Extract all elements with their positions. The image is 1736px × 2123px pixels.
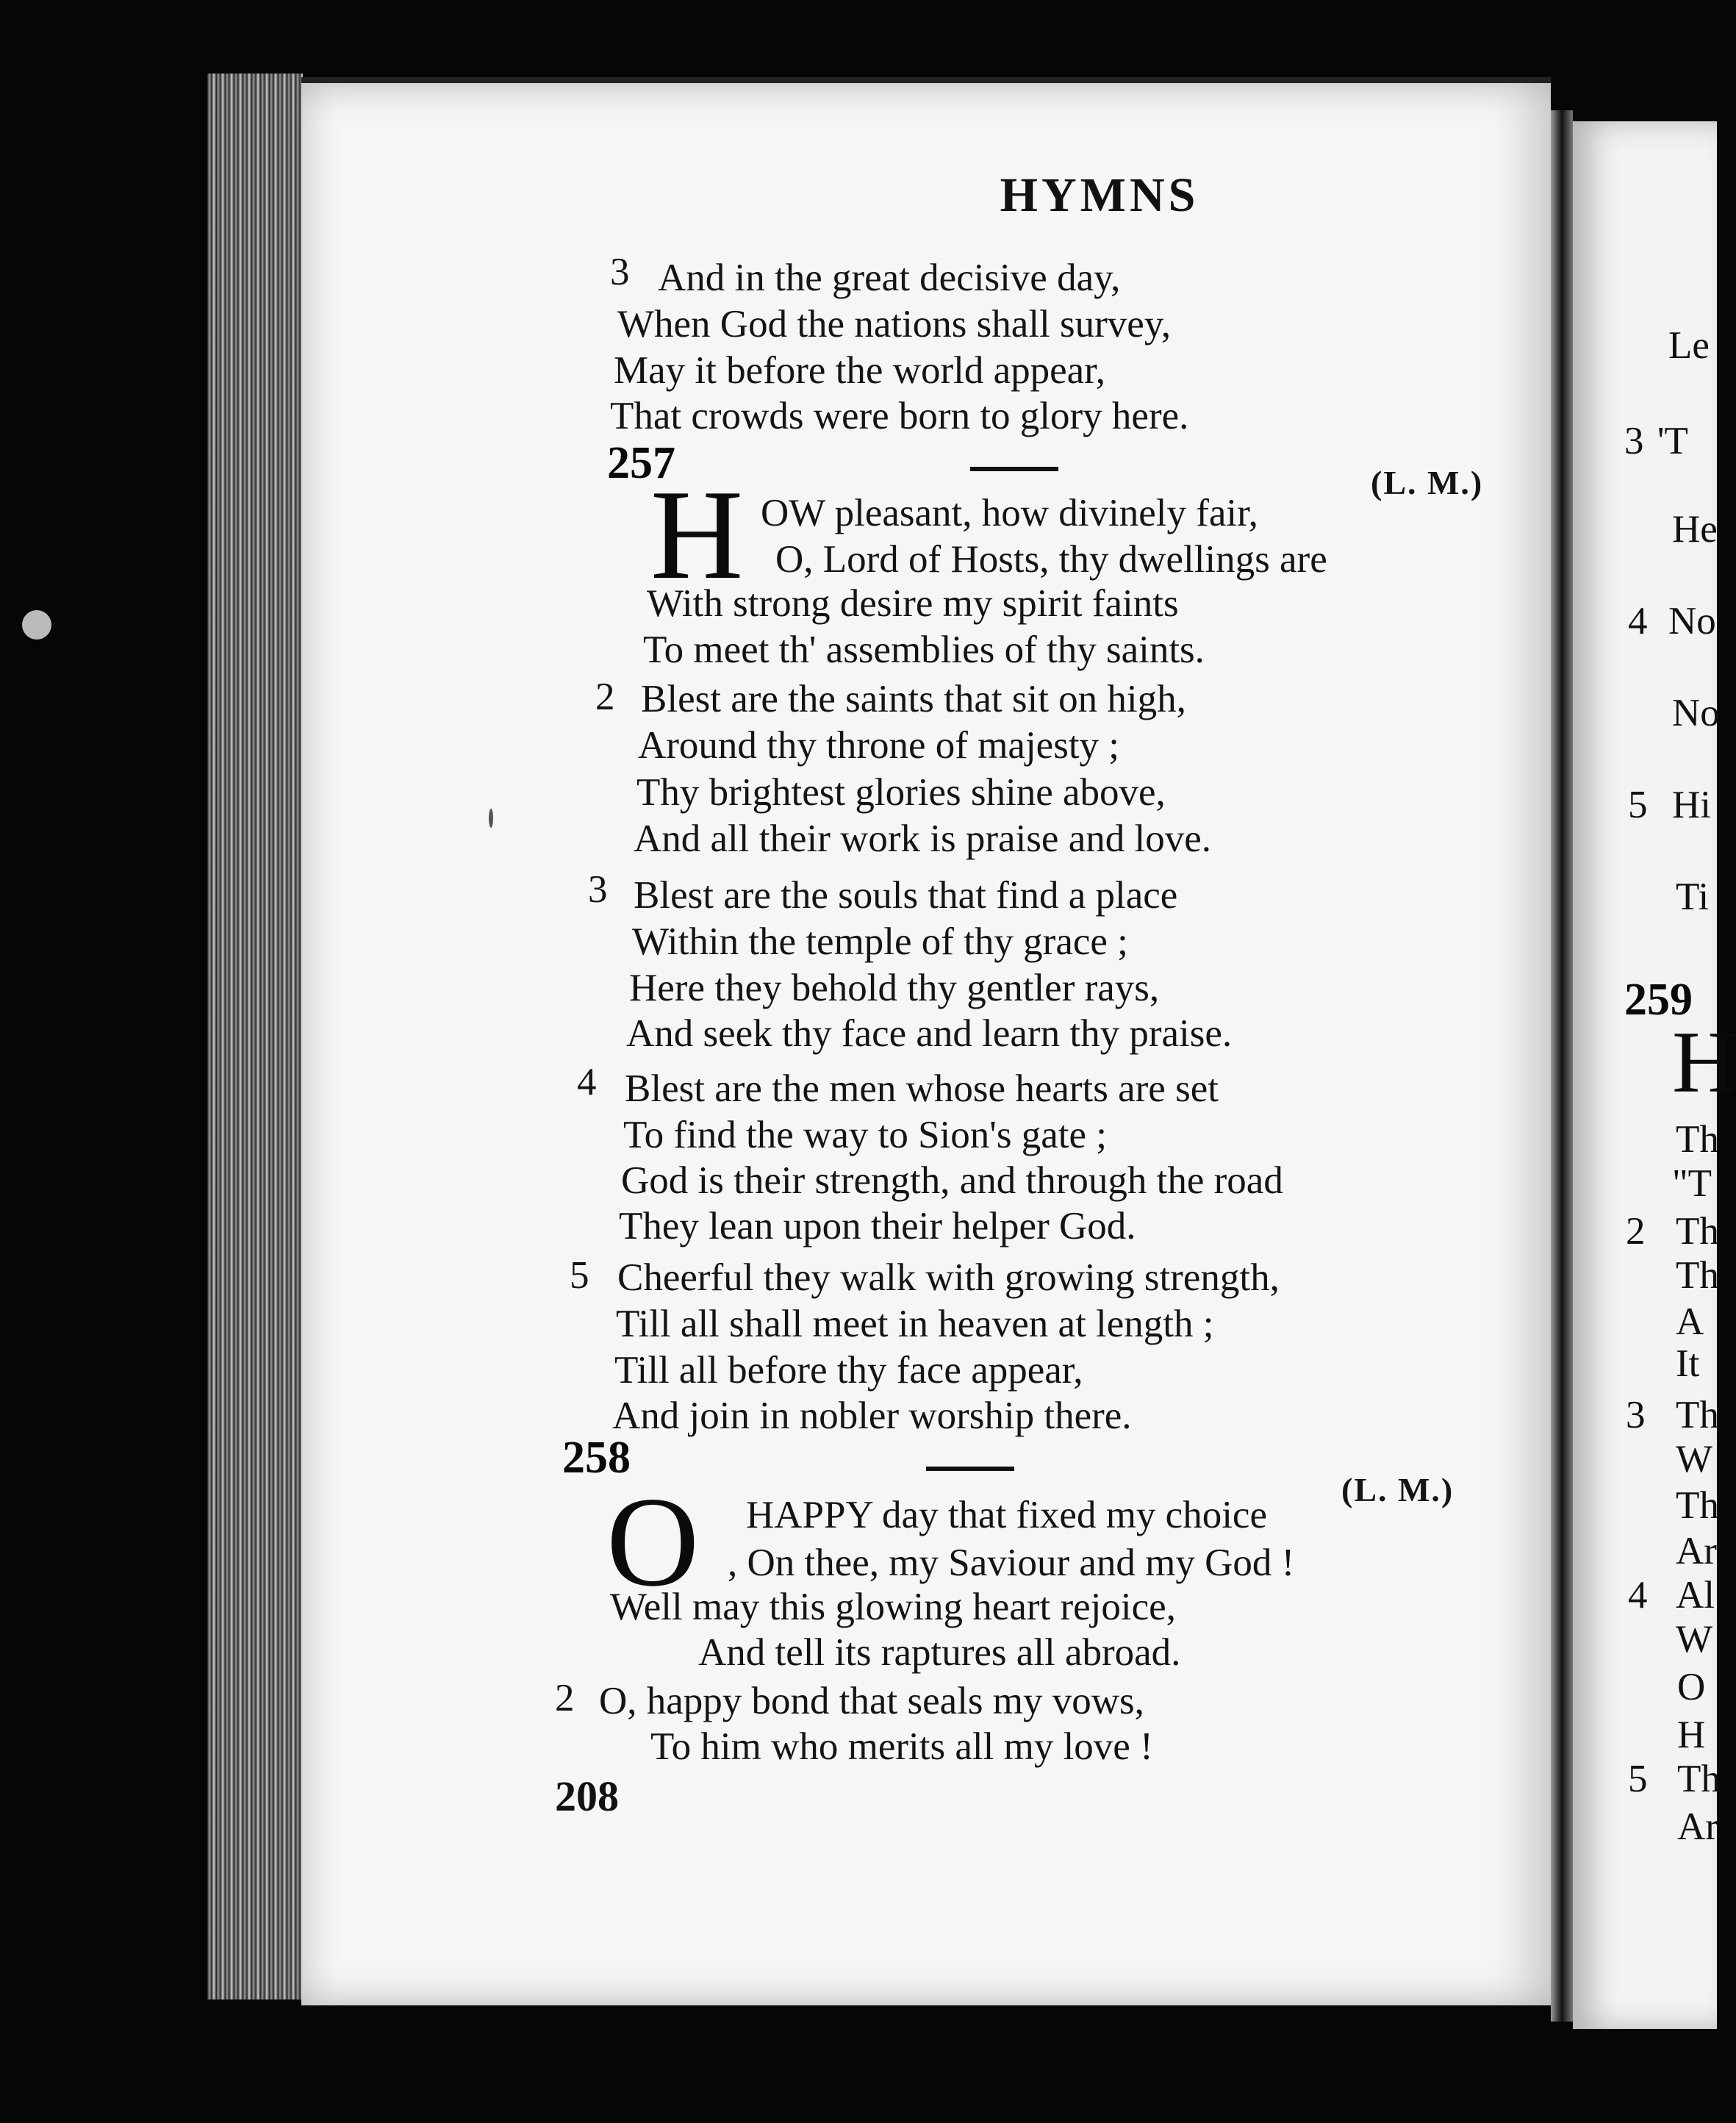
verse-number: 2 bbox=[1626, 1210, 1646, 1253]
cropped-line: H bbox=[1677, 1714, 1706, 1756]
page-number: 208 bbox=[555, 1772, 619, 1820]
cropped-line: 'T bbox=[1657, 420, 1688, 462]
cropped-line: Ar bbox=[1677, 1805, 1718, 1848]
verse-number: 4 bbox=[1628, 1574, 1648, 1617]
verse-line: That crowds were born to glory here. bbox=[610, 395, 1189, 437]
verse-line: And seek thy face and learn thy praise. bbox=[626, 1012, 1233, 1055]
cropped-line: Th bbox=[1677, 1758, 1721, 1800]
verse-line: May it before the world appear, bbox=[614, 349, 1105, 392]
verse-line: HAPPY day that fixed my choice bbox=[746, 1494, 1267, 1536]
verse-line: And all their work is praise and love. bbox=[634, 817, 1211, 860]
cropped-line: A bbox=[1676, 1300, 1704, 1343]
cropped-line: Al bbox=[1676, 1574, 1715, 1617]
cropped-line: Ar bbox=[1676, 1530, 1717, 1572]
verse-number: 2 bbox=[555, 1677, 575, 1719]
verse-number: 3 bbox=[588, 868, 608, 911]
hymn-meter: (L. M.) bbox=[1371, 464, 1484, 501]
verse-line: And join in nobler worship there. bbox=[612, 1395, 1132, 1437]
verse-line: Till all shall meet in heaven at length ; bbox=[616, 1303, 1214, 1345]
verse-line: And tell its raptures all abroad. bbox=[698, 1631, 1181, 1674]
cropped-line: Le bbox=[1668, 324, 1710, 367]
verse-line: When God the nations shall survey, bbox=[617, 303, 1172, 346]
hymn-meter: (L. M.) bbox=[1341, 1471, 1455, 1508]
verse-line: Till all before thy face appear, bbox=[614, 1349, 1083, 1392]
cropped-line: W bbox=[1676, 1438, 1713, 1481]
book-gutter bbox=[1551, 110, 1573, 2022]
verse-line: Well may this glowing heart rejoice, bbox=[610, 1586, 1176, 1628]
verse-line: To him who merits all my love ! bbox=[650, 1725, 1153, 1768]
cropped-line: Th bbox=[1676, 1118, 1719, 1161]
cropped-line: O bbox=[1677, 1666, 1706, 1708]
dust-speck bbox=[22, 610, 51, 640]
verse-line: To find the way to Sion's gate ; bbox=[623, 1114, 1107, 1156]
verse-number: 3 bbox=[1624, 420, 1644, 462]
cropped-line: Ti bbox=[1676, 876, 1710, 918]
hymn-number: 257 bbox=[607, 438, 675, 488]
cropped-line: He bbox=[1672, 508, 1718, 551]
cropped-line: No bbox=[1672, 692, 1720, 734]
drop-cap: H bbox=[1672, 1013, 1736, 1111]
cropped-line: No bbox=[1668, 600, 1716, 642]
verse-line: They lean upon their helper God. bbox=[619, 1205, 1136, 1247]
cropped-line: Hi bbox=[1672, 784, 1711, 826]
cropped-line: It bbox=[1676, 1342, 1700, 1385]
verse-line: O, Lord of Hosts, thy dwellings are bbox=[775, 538, 1327, 581]
cropped-line: Th bbox=[1676, 1210, 1719, 1253]
running-title: HYMNS bbox=[1000, 168, 1199, 222]
drop-cap: O bbox=[606, 1470, 700, 1613]
dust-speck bbox=[489, 809, 493, 828]
verse-line: OW pleasant, how divinely fair, bbox=[761, 492, 1258, 534]
verse-number: 5 bbox=[1628, 784, 1648, 826]
cropped-line: "T bbox=[1672, 1162, 1712, 1205]
verse-line: O, happy bond that seals my vows, bbox=[599, 1680, 1144, 1722]
verse-line: God is their strength, and through the road bbox=[621, 1159, 1283, 1202]
cropped-line: Th bbox=[1676, 1254, 1719, 1297]
verse-number: 3 bbox=[1626, 1394, 1646, 1436]
verse-number: 2 bbox=[595, 676, 615, 718]
hymn-rule bbox=[926, 1467, 1014, 1471]
verse-number: 4 bbox=[577, 1061, 597, 1103]
cropped-line: Th bbox=[1676, 1484, 1719, 1527]
verse-number: 5 bbox=[570, 1254, 589, 1297]
verse-number: 4 bbox=[1628, 600, 1648, 642]
book-page-edges bbox=[207, 74, 303, 2000]
verse-line: Around thy throne of majesty ; bbox=[638, 724, 1120, 767]
verse-line: Blest are the souls that find a place bbox=[634, 874, 1178, 917]
cropped-line: Th bbox=[1676, 1394, 1719, 1436]
verse-line: With strong desire my spirit faints bbox=[647, 582, 1179, 625]
verse-line: To meet th' assemblies of thy saints. bbox=[643, 629, 1205, 671]
drop-cap: H bbox=[650, 463, 744, 606]
verse-line: Blest are the men whose hearts are set bbox=[625, 1067, 1219, 1110]
verse-line: Here they behold thy gentler rays, bbox=[629, 967, 1160, 1009]
hymn-number: 258 bbox=[562, 1433, 631, 1483]
verse-line: , On thee, my Saviour and my God ! bbox=[728, 1542, 1295, 1584]
verse-line: And in the great decisive day, bbox=[658, 257, 1121, 299]
verse-line: Thy brightest glories shine above, bbox=[636, 771, 1166, 814]
verse-line: Within the temple of thy grace ; bbox=[632, 920, 1128, 963]
hymn-number: 259 bbox=[1624, 975, 1693, 1025]
verse-line: Cheerful they walk with growing strength, bbox=[617, 1256, 1280, 1299]
cropped-line: W bbox=[1676, 1618, 1713, 1661]
verse-line: Blest are the saints that sit on high, bbox=[641, 678, 1186, 720]
verse-number: 5 bbox=[1628, 1758, 1648, 1800]
hymn-rule bbox=[970, 467, 1058, 471]
verse-number: 3 bbox=[610, 251, 630, 293]
